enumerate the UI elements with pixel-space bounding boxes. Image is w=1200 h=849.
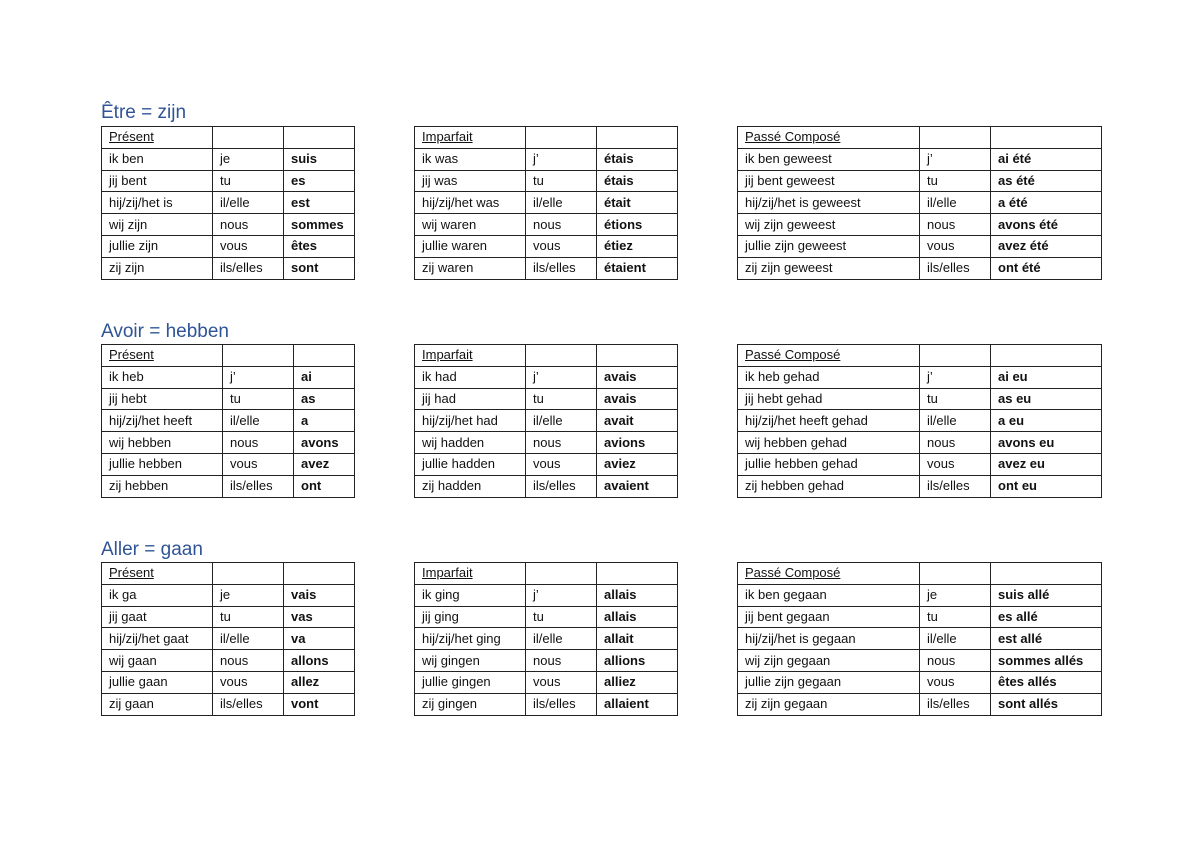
french-form: vais — [284, 584, 355, 606]
conjugation-table-present — [101, 126, 355, 280]
empty-header-cell — [920, 127, 991, 149]
french-pronoun: il/elle — [920, 628, 991, 650]
table-row — [415, 170, 678, 192]
conjugation-table-present — [101, 562, 355, 716]
table-row — [102, 257, 355, 279]
tense-header: Présent — [102, 563, 213, 585]
french-form: suis allé — [991, 584, 1102, 606]
dutch-form: jij gaat — [102, 606, 213, 628]
dutch-form: zij hebben gehad — [738, 475, 920, 497]
french-pronoun: vous — [920, 453, 991, 475]
french-pronoun: ils/elles — [223, 475, 294, 497]
french-form: es allé — [991, 606, 1102, 628]
french-form: avait — [597, 410, 678, 432]
french-pronoun: nous — [213, 214, 284, 236]
empty-header-cell — [526, 345, 597, 367]
table-row — [738, 671, 1102, 693]
dutch-form: jullie gingen — [415, 671, 526, 693]
french-form: suis — [284, 148, 355, 170]
dutch-form: jij was — [415, 170, 526, 192]
table-row — [738, 650, 1102, 672]
table-row — [738, 148, 1102, 170]
french-form: alliez — [597, 671, 678, 693]
dutch-form: ik heb gehad — [738, 366, 920, 388]
dutch-form: wij hebben — [102, 432, 223, 454]
dutch-form: wij hadden — [415, 432, 526, 454]
table-row — [102, 606, 355, 628]
french-form: avez eu — [991, 453, 1102, 475]
french-form: allons — [284, 650, 355, 672]
dutch-form: jullie hebben — [102, 453, 223, 475]
table-row — [738, 628, 1102, 650]
table-row — [738, 410, 1102, 432]
tense-header: Imparfait — [415, 345, 526, 367]
table-row — [415, 214, 678, 236]
french-pronoun: j’ — [223, 366, 294, 388]
french-pronoun: j’ — [526, 366, 597, 388]
table-row — [102, 584, 355, 606]
dutch-form: zij waren — [415, 257, 526, 279]
french-pronoun: ils/elles — [920, 257, 991, 279]
french-pronoun: nous — [526, 650, 597, 672]
dutch-form: jullie hebben gehad — [738, 453, 920, 475]
dutch-form: zij gingen — [415, 693, 526, 715]
french-pronoun: il/elle — [920, 192, 991, 214]
table-row — [738, 388, 1102, 410]
empty-header-cell — [526, 563, 597, 585]
french-form: ai eu — [991, 366, 1102, 388]
french-pronoun: ils/elles — [526, 257, 597, 279]
french-form: était — [597, 192, 678, 214]
dutch-form: zij zijn — [102, 257, 213, 279]
dutch-form: wij zijn — [102, 214, 213, 236]
tense-header: Présent — [102, 127, 213, 149]
dutch-form: zij zijn geweest — [738, 257, 920, 279]
french-pronoun: nous — [526, 214, 597, 236]
dutch-form: wij zijn gegaan — [738, 650, 920, 672]
french-pronoun: nous — [223, 432, 294, 454]
dutch-form: wij hebben gehad — [738, 432, 920, 454]
french-pronoun: ils/elles — [526, 693, 597, 715]
table-header-row — [738, 563, 1102, 585]
french-form: as été — [991, 170, 1102, 192]
dutch-form: jij bent — [102, 170, 213, 192]
french-pronoun: tu — [213, 606, 284, 628]
dutch-form: jullie hadden — [415, 453, 526, 475]
table-row — [415, 388, 678, 410]
tense-header: Présent — [102, 345, 223, 367]
tense-header: Passé Composé — [738, 345, 920, 367]
table-row — [415, 650, 678, 672]
table-row — [738, 235, 1102, 257]
french-pronoun: tu — [526, 606, 597, 628]
french-form: avez été — [991, 235, 1102, 257]
table-row — [102, 214, 355, 236]
conjugation-table-imparfait — [414, 126, 678, 280]
section-title: Avoir = hebben — [101, 321, 229, 342]
french-pronoun: nous — [920, 214, 991, 236]
french-form: étiez — [597, 235, 678, 257]
dutch-form: jij hebt gehad — [738, 388, 920, 410]
table-row — [102, 235, 355, 257]
dutch-form: hij/zij/het is — [102, 192, 213, 214]
french-pronoun: il/elle — [920, 410, 991, 432]
french-pronoun: j’ — [920, 366, 991, 388]
french-form: a eu — [991, 410, 1102, 432]
tense-header: Passé Composé — [738, 563, 920, 585]
dutch-form: zij zijn gegaan — [738, 693, 920, 715]
table-row — [102, 453, 355, 475]
french-pronoun: vous — [223, 453, 294, 475]
empty-header-cell — [526, 127, 597, 149]
empty-header-cell — [920, 345, 991, 367]
french-form: vas — [284, 606, 355, 628]
dutch-form: jullie gaan — [102, 671, 213, 693]
french-pronoun: tu — [526, 170, 597, 192]
french-form: allez — [284, 671, 355, 693]
table-row — [415, 584, 678, 606]
dutch-form: zij gaan — [102, 693, 213, 715]
table-header-row — [738, 127, 1102, 149]
tense-header: Passé Composé — [738, 127, 920, 149]
french-pronoun: j’ — [526, 584, 597, 606]
french-pronoun: je — [213, 148, 284, 170]
french-pronoun: nous — [920, 650, 991, 672]
dutch-form: jij bent gegaan — [738, 606, 920, 628]
french-form: allais — [597, 606, 678, 628]
table-header-row — [415, 345, 678, 367]
french-pronoun: vous — [920, 671, 991, 693]
dutch-form: hij/zij/het had — [415, 410, 526, 432]
french-pronoun: je — [213, 584, 284, 606]
french-pronoun: tu — [213, 170, 284, 192]
french-form: étais — [597, 148, 678, 170]
french-pronoun: ils/elles — [920, 475, 991, 497]
french-pronoun: il/elle — [213, 192, 284, 214]
conjugation-table-imparfait — [414, 344, 678, 498]
dutch-form: wij gingen — [415, 650, 526, 672]
dutch-form: jullie zijn geweest — [738, 235, 920, 257]
french-pronoun: ils/elles — [213, 257, 284, 279]
table-row — [415, 606, 678, 628]
french-form: as — [294, 388, 355, 410]
table-header-row — [415, 127, 678, 149]
table-row — [738, 584, 1102, 606]
french-form: vont — [284, 693, 355, 715]
french-pronoun: tu — [223, 388, 294, 410]
empty-header-cell — [284, 563, 355, 585]
dutch-form: jij ging — [415, 606, 526, 628]
french-pronoun: nous — [920, 432, 991, 454]
empty-header-cell — [597, 127, 678, 149]
french-form: allais — [597, 584, 678, 606]
french-form: étions — [597, 214, 678, 236]
french-pronoun: nous — [526, 432, 597, 454]
dutch-form: hij/zij/het ging — [415, 628, 526, 650]
empty-header-cell — [597, 563, 678, 585]
french-form: avions — [597, 432, 678, 454]
dutch-form: wij waren — [415, 214, 526, 236]
french-form: ont été — [991, 257, 1102, 279]
french-form: ont eu — [991, 475, 1102, 497]
dutch-form: ik was — [415, 148, 526, 170]
table-header-row — [102, 563, 355, 585]
dutch-form: jij had — [415, 388, 526, 410]
french-form: a été — [991, 192, 1102, 214]
french-form: allions — [597, 650, 678, 672]
table-row — [738, 453, 1102, 475]
table-row — [415, 475, 678, 497]
french-pronoun: vous — [526, 671, 597, 693]
empty-header-cell — [213, 127, 284, 149]
table-row — [102, 388, 355, 410]
french-pronoun: je — [920, 584, 991, 606]
conjugation-table-passe-compose — [737, 344, 1102, 498]
french-pronoun: vous — [920, 235, 991, 257]
table-row — [415, 148, 678, 170]
table-row — [102, 432, 355, 454]
french-form: avons — [294, 432, 355, 454]
french-form: ai été — [991, 148, 1102, 170]
table-row — [415, 432, 678, 454]
table-row — [738, 693, 1102, 715]
table-row — [102, 366, 355, 388]
french-form: allait — [597, 628, 678, 650]
table-row — [102, 475, 355, 497]
conjugation-table-present — [101, 344, 355, 498]
french-form: avons été — [991, 214, 1102, 236]
table-header-row — [102, 127, 355, 149]
dutch-form: hij/zij/het heeft — [102, 410, 223, 432]
french-form: est allé — [991, 628, 1102, 650]
dutch-form: wij zijn geweest — [738, 214, 920, 236]
table-row — [102, 410, 355, 432]
dutch-form: ik ben gegaan — [738, 584, 920, 606]
table-row — [738, 366, 1102, 388]
section-title: Aller = gaan — [101, 539, 203, 560]
french-pronoun: ils/elles — [920, 693, 991, 715]
table-row — [738, 432, 1102, 454]
dutch-form: hij/zij/het gaat — [102, 628, 213, 650]
french-pronoun: ils/elles — [526, 475, 597, 497]
table-header-row — [738, 345, 1102, 367]
french-form: sont allés — [991, 693, 1102, 715]
table-row — [738, 214, 1102, 236]
french-pronoun: vous — [213, 671, 284, 693]
empty-header-cell — [991, 563, 1102, 585]
dutch-form: ik ging — [415, 584, 526, 606]
empty-header-cell — [597, 345, 678, 367]
dutch-form: ik heb — [102, 366, 223, 388]
table-header-row — [102, 345, 355, 367]
table-row — [738, 606, 1102, 628]
table-row — [738, 170, 1102, 192]
dutch-form: zij hebben — [102, 475, 223, 497]
french-pronoun: tu — [920, 606, 991, 628]
french-form: sont — [284, 257, 355, 279]
french-pronoun: tu — [526, 388, 597, 410]
french-form: êtes allés — [991, 671, 1102, 693]
french-form: avons eu — [991, 432, 1102, 454]
french-form: étaient — [597, 257, 678, 279]
french-form: sommes — [284, 214, 355, 236]
empty-header-cell — [213, 563, 284, 585]
french-form: a — [294, 410, 355, 432]
empty-header-cell — [920, 563, 991, 585]
french-form: as eu — [991, 388, 1102, 410]
dutch-form: hij/zij/het heeft gehad — [738, 410, 920, 432]
french-form: avez — [294, 453, 355, 475]
french-pronoun: j’ — [526, 148, 597, 170]
table-row — [102, 192, 355, 214]
dutch-form: hij/zij/het is geweest — [738, 192, 920, 214]
table-row — [738, 475, 1102, 497]
table-row — [102, 693, 355, 715]
empty-header-cell — [223, 345, 294, 367]
dutch-form: hij/zij/het was — [415, 192, 526, 214]
dutch-form: ik ben geweest — [738, 148, 920, 170]
french-form: ont — [294, 475, 355, 497]
french-pronoun: vous — [213, 235, 284, 257]
table-row — [102, 170, 355, 192]
french-pronoun: ils/elles — [213, 693, 284, 715]
table-row — [415, 257, 678, 279]
french-form: sommes allés — [991, 650, 1102, 672]
french-pronoun: il/elle — [213, 628, 284, 650]
french-form: aviez — [597, 453, 678, 475]
dutch-form: jullie zijn — [102, 235, 213, 257]
table-row — [415, 693, 678, 715]
table-row — [415, 410, 678, 432]
conjugation-table-passe-compose — [737, 126, 1102, 280]
dutch-form: wij gaan — [102, 650, 213, 672]
french-form: avaient — [597, 475, 678, 497]
table-header-row — [415, 563, 678, 585]
table-row — [102, 650, 355, 672]
dutch-form: jij hebt — [102, 388, 223, 410]
french-pronoun: nous — [213, 650, 284, 672]
table-row — [102, 148, 355, 170]
french-pronoun: tu — [920, 170, 991, 192]
dutch-form: jullie waren — [415, 235, 526, 257]
dutch-form: ik ben — [102, 148, 213, 170]
empty-header-cell — [991, 127, 1102, 149]
empty-header-cell — [284, 127, 355, 149]
dutch-form: jij bent geweest — [738, 170, 920, 192]
french-pronoun: vous — [526, 235, 597, 257]
french-pronoun: j’ — [920, 148, 991, 170]
french-form: va — [284, 628, 355, 650]
table-row — [415, 453, 678, 475]
conjugation-table-imparfait — [414, 562, 678, 716]
french-form: ai — [294, 366, 355, 388]
table-row — [415, 671, 678, 693]
dutch-form: ik ga — [102, 584, 213, 606]
tense-header: Imparfait — [415, 563, 526, 585]
french-form: avais — [597, 388, 678, 410]
table-row — [415, 235, 678, 257]
french-form: étais — [597, 170, 678, 192]
dutch-form: jullie zijn gegaan — [738, 671, 920, 693]
table-row — [415, 366, 678, 388]
french-pronoun: il/elle — [526, 410, 597, 432]
section-title: Être = zijn — [101, 102, 187, 123]
french-form: avais — [597, 366, 678, 388]
dutch-form: zij hadden — [415, 475, 526, 497]
french-form: allaient — [597, 693, 678, 715]
french-pronoun: il/elle — [223, 410, 294, 432]
table-row — [102, 671, 355, 693]
french-pronoun: vous — [526, 453, 597, 475]
table-row — [738, 257, 1102, 279]
dutch-form: hij/zij/het is gegaan — [738, 628, 920, 650]
french-pronoun: il/elle — [526, 628, 597, 650]
conjugation-table-passe-compose — [737, 562, 1102, 716]
french-pronoun: tu — [920, 388, 991, 410]
table-row — [102, 628, 355, 650]
french-form: êtes — [284, 235, 355, 257]
french-form: est — [284, 192, 355, 214]
table-row — [738, 192, 1102, 214]
table-row — [415, 192, 678, 214]
table-row — [415, 628, 678, 650]
french-form: es — [284, 170, 355, 192]
dutch-form: ik had — [415, 366, 526, 388]
tense-header: Imparfait — [415, 127, 526, 149]
empty-header-cell — [294, 345, 355, 367]
french-pronoun: il/elle — [526, 192, 597, 214]
empty-header-cell — [991, 345, 1102, 367]
